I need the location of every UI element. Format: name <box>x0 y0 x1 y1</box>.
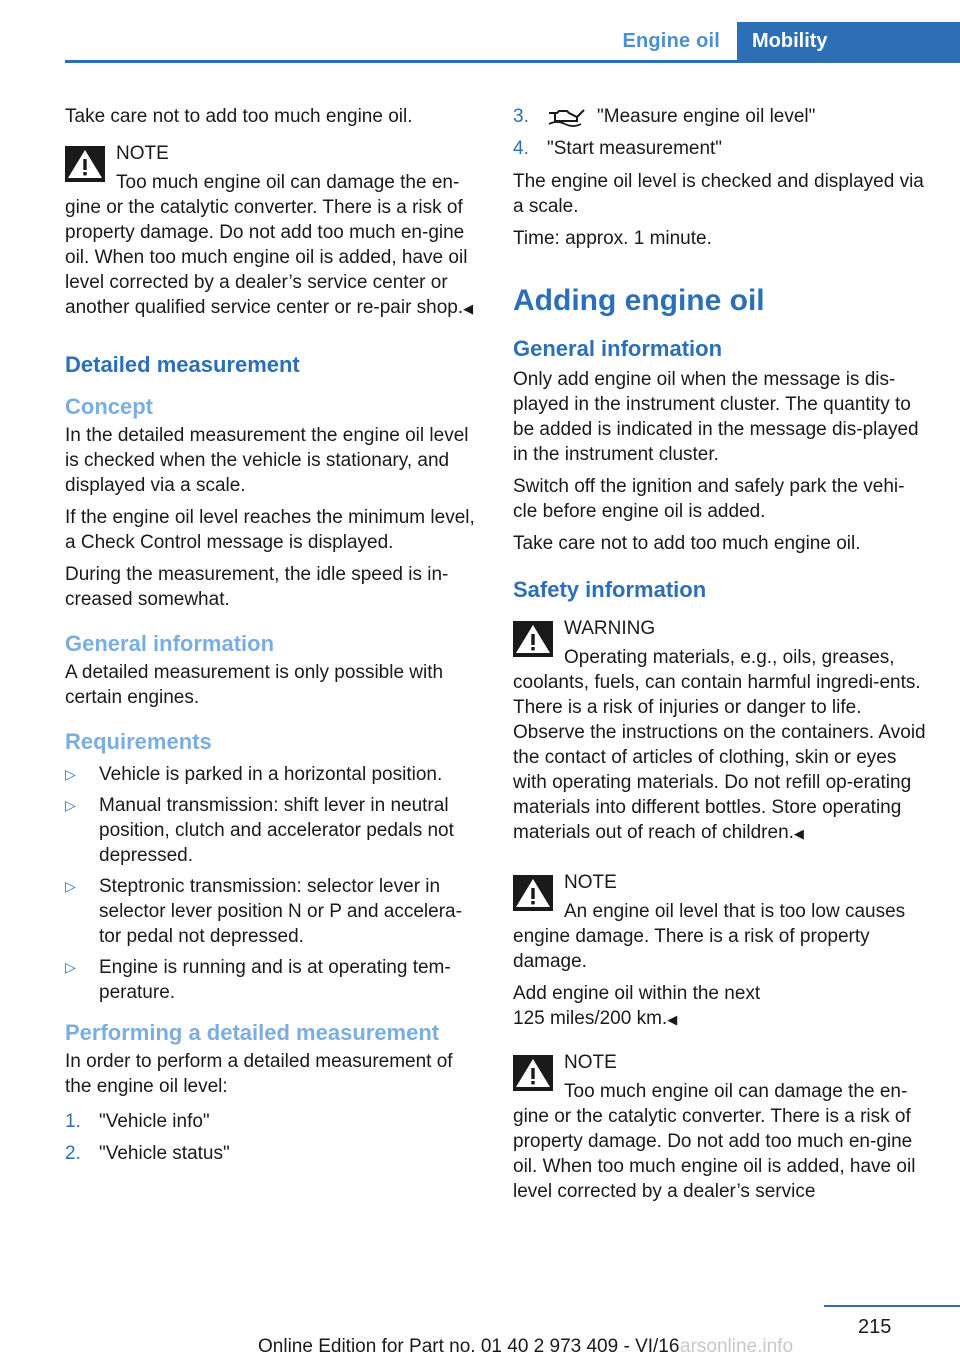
adding-paragraph-2: Switch off the ignition and safely park the vehi-cle before engine oil is added. <box>513 476 905 522</box>
heading-safety-information: Safety information <box>513 577 707 602</box>
end-mark-icon: ◀ <box>793 826 804 841</box>
adding-paragraph-3: Take care not to add too much engine oil. <box>513 533 861 554</box>
concept-paragraph-1: In the detailed measurement the engine oil level is checked when the vehicle is stationary, and displayed via a scale. <box>65 425 469 496</box>
right-column <box>513 104 928 1211</box>
triangle-bullet-icon: ▷ <box>65 766 76 782</box>
general-paragraph-1: A detailed measurement is only possible with certain engines. <box>65 662 444 708</box>
notice-title: NOTE <box>116 143 169 164</box>
heading-general-information-right: General information <box>513 336 723 361</box>
warning-triangle-icon <box>65 146 105 182</box>
list-item: ▷ Manual transmission: shift lever in neutral position, clutch and accelerator pedals not depressed. <box>65 795 454 866</box>
triangle-bullet-icon: ▷ <box>65 797 76 813</box>
notice-body: coolants, fuels, can contain harmful ingredi-ents. There is a risk of injuries or danger to life. Observe the instructions on the containers. Avoid the contact of articles of clothing, skin or eyes with operating materials. Do not refill op-erating materials into different bottles. Store operating materials out of reach of children.◀ <box>513 672 926 843</box>
triangle-bullet-icon: ▷ <box>65 959 76 975</box>
notice-lead: Too much engine oil can damage the en- <box>116 172 460 193</box>
list-item: ▷ Steptronic transmission: selector lever in selector lever position N or P and accelera-tor pedal not depressed. <box>65 876 462 947</box>
left-column <box>65 104 480 1174</box>
list-item: 1. "Vehicle info" <box>65 1111 210 1132</box>
end-mark-icon: ◀ <box>667 1012 678 1027</box>
intro-text: Take care not to add too much engine oil. <box>65 106 413 127</box>
result-paragraph-1: The engine oil level is checked and displayed via a scale. <box>513 171 924 217</box>
steps-list-left <box>65 1109 480 1166</box>
note-notice <box>513 870 928 974</box>
heading-concept: Concept <box>65 394 153 419</box>
list-item: 2. "Vehicle status" <box>65 1143 230 1164</box>
watermark: arsonline.info <box>680 1336 794 1357</box>
note-notice <box>513 1050 928 1204</box>
notice-lead: Operating materials, e.g., oils, greases, <box>564 647 895 668</box>
header-rule <box>65 60 960 63</box>
header-section-title: Engine oil <box>622 30 720 52</box>
footer-rule <box>824 1305 960 1307</box>
list-item: ▷ Vehicle is parked in a horizontal position. <box>65 764 443 785</box>
notice-lead: Too much engine oil can damage the en- <box>564 1081 908 1102</box>
concept-paragraph-2: If the engine oil level reaches the minimum level, a Check Control message is displayed. <box>65 507 475 553</box>
list-item: 3. "Measure engine oil level" <box>513 106 816 127</box>
performing-paragraph: In order to perform a detailed measurement of the engine oil level: <box>65 1051 453 1097</box>
notice-body: gine or the catalytic converter. There is a risk of property damage. Do not add too much en-gine oil. When too much engine oil is added, have oil level corrected by a dealer’s service center or another qualified service center or re-pair shop.◀ <box>65 197 474 318</box>
requirements-list <box>65 762 480 1005</box>
notice-title: WARNING <box>564 618 656 639</box>
warning-triangle-icon <box>513 875 553 911</box>
note-notice <box>65 141 480 321</box>
end-mark-icon: ◀ <box>463 301 474 316</box>
notice-body: gine or the catalytic converter. There is a risk of property damage. Do not add too much en-gine oil. When too much engine oil is added, have oil level corrected by a dealer’s service <box>513 1106 916 1202</box>
triangle-bullet-icon: ▷ <box>65 878 76 894</box>
heading-adding-engine-oil: Adding engine oil <box>513 284 765 317</box>
heading-requirements: Requirements <box>65 729 212 754</box>
note2-paragraph: Add engine oil within the next <box>513 983 761 1004</box>
warning-triangle-icon <box>513 621 553 657</box>
header-chapter-tab: Mobility <box>737 22 960 63</box>
oil-can-icon <box>547 107 587 127</box>
page-number: 215 <box>858 1316 892 1338</box>
heading-general-information: General information <box>65 631 275 656</box>
list-item: ▷ Engine is running and is at operating tem-perature. <box>65 957 451 1003</box>
adding-paragraph-1: Only add engine oil when the message is dis-played in the instrument cluster. The quantity to be added is indicated in the message dis-played in the instrument cluster. <box>513 369 919 465</box>
notice-title: NOTE <box>564 1052 617 1073</box>
steps-list-right <box>513 104 928 161</box>
warning-triangle-icon <box>513 1055 553 1091</box>
heading-performing-measurement: Performing a detailed measurement <box>65 1020 440 1045</box>
footer-edition: Online Edition for Part no. 01 40 2 973 409 - VI/16 <box>258 1336 680 1357</box>
note2-paragraph-distance: 125 miles/200 km.◀ <box>513 1008 678 1029</box>
notice-lead: An engine oil level that is too low causes <box>564 901 906 922</box>
list-item: 4. "Start measurement" <box>513 138 723 159</box>
concept-paragraph-3: During the measurement, the idle speed is in-creased somewhat. <box>65 564 449 610</box>
notice-title: NOTE <box>564 872 617 893</box>
warning-notice <box>513 616 928 846</box>
notice-body: engine damage. There is a risk of property damage. <box>513 926 870 972</box>
result-paragraph-2: Time: approx. 1 minute. <box>513 228 712 249</box>
heading-detailed-measurement: Detailed measurement <box>65 352 300 377</box>
